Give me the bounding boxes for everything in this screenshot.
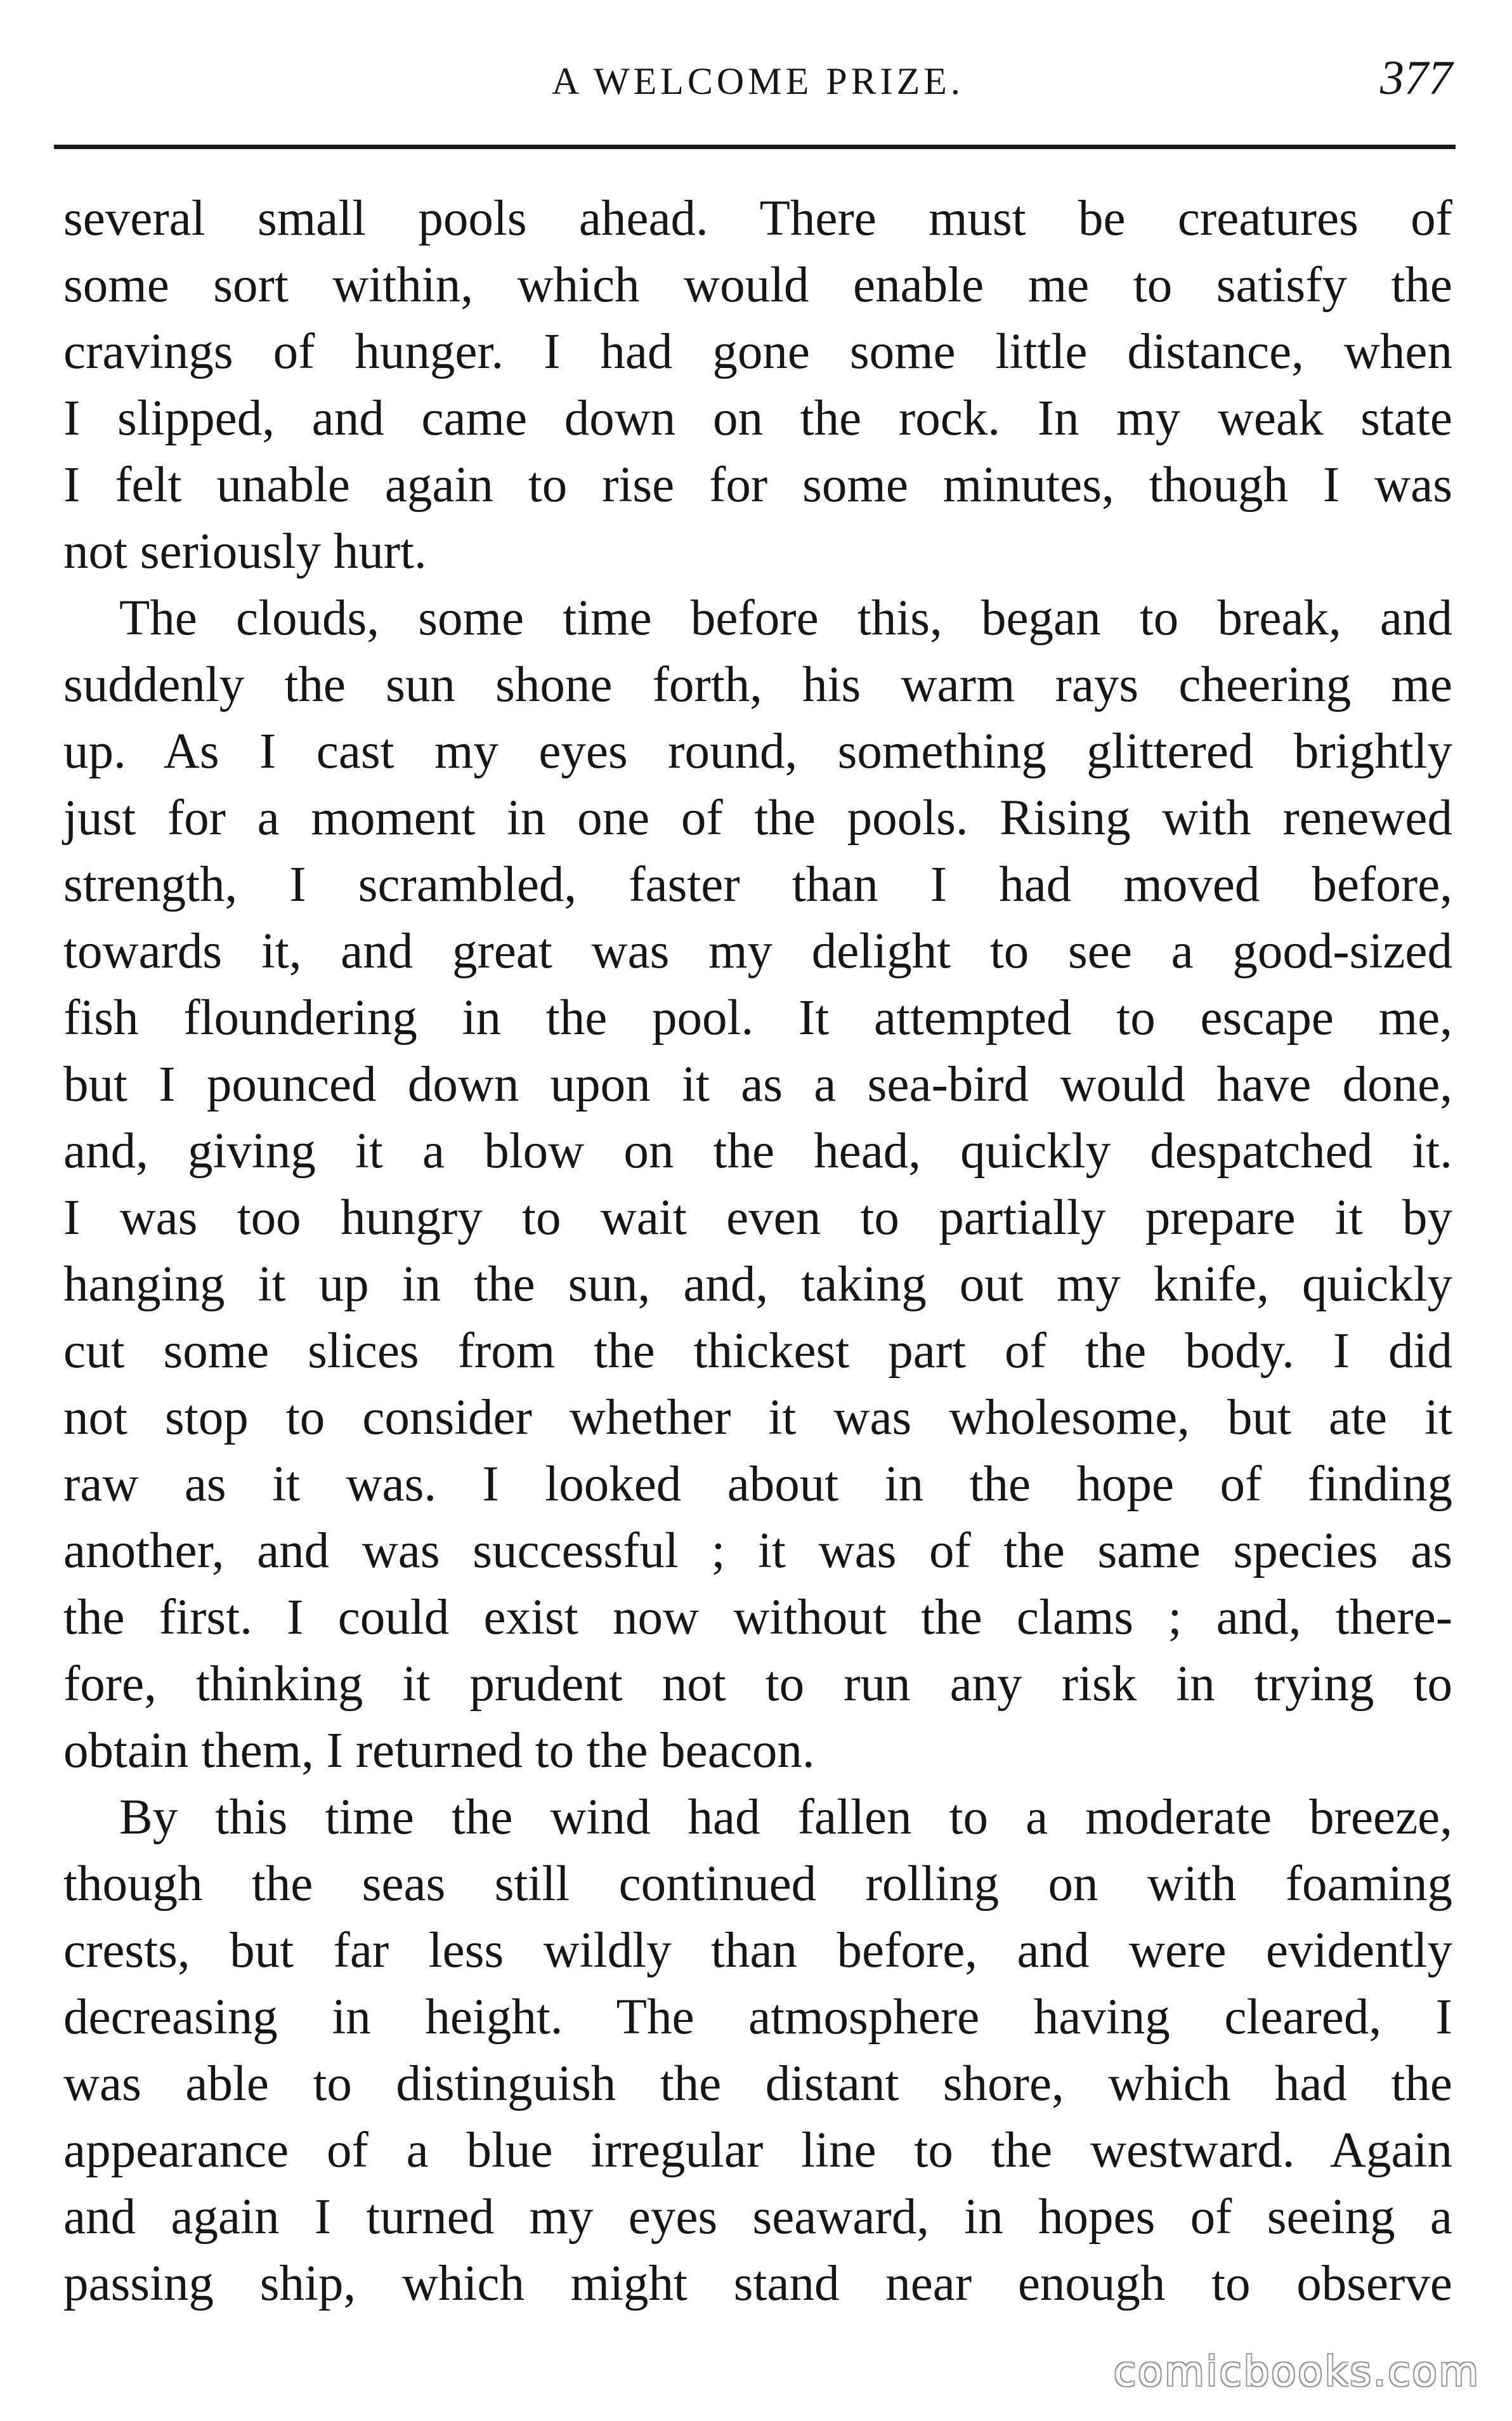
text-line: crests, but far less wildly than before, and were evidently (63, 1923, 1452, 1978)
text-line: just for a moment in one of the pools. Rising with renewed (63, 791, 1452, 846)
page-number: 377 (1380, 51, 1452, 105)
text-line: though the seas still continued rolling on with foaming (63, 1856, 1452, 1912)
text-line: By this time the wind had fallen to a moderate breeze, (119, 1790, 1452, 1845)
text-line: some sort within, which would enable me to satisfy the (63, 258, 1452, 313)
text-line: fish floundering in the pool. It attempted to escape me, (63, 990, 1452, 1046)
text-line: towards it, and great was my delight to see a good-sized (63, 924, 1452, 979)
text-line: but I pounced down upon it as a sea-bird would have done, (63, 1057, 1452, 1112)
text-line: decreasing in height. The atmosphere having cleared, I (63, 1990, 1452, 2045)
text-line: not seriously hurt. (63, 524, 427, 579)
text-line: the first. I could exist now without the clams ; and, there- (63, 1590, 1452, 1645)
text-line: not stop to consider whether it was wholesome, but ate it (63, 1390, 1452, 1445)
watermark: comicbooks.com (1113, 2349, 1480, 2396)
text-line: passing ship, which might stand near enough to observe (63, 2256, 1452, 2311)
text-line: I felt unable again to rise for some minutes, though I was (63, 457, 1452, 513)
text-line: The clouds, some time before this, began to break, and (119, 591, 1452, 646)
text-line: up. As I cast my eyes round, something glittered brightly (63, 724, 1452, 779)
text-line: cravings of hunger. I had gone some little distance, when (63, 324, 1452, 379)
running-head: A WELCOME PRIZE. (552, 60, 964, 102)
text-line: fore, thinking it prudent not to run any risk in trying to (63, 1657, 1452, 1712)
text-line: raw as it was. I looked about in the hope of finding (63, 1457, 1452, 1512)
text-line: I was too hungry to wait even to partially prepare it by (63, 1190, 1452, 1245)
text-line: suddenly the sun shone forth, his warm rays cheering me (63, 657, 1452, 712)
body-text (63, 185, 1452, 2317)
text-line: was able to distinguish the distant shore, which had the (63, 2056, 1452, 2111)
text-line: I slipped, and came down on the rock. In my weak state (63, 391, 1452, 446)
text-line: another, and was successful ; it was of the same species as (63, 1523, 1452, 1578)
text-line: and, giving it a blow on the head, quickly despatched it. (63, 1124, 1452, 1179)
text-line: several small pools ahead. There must be creatures of (63, 191, 1452, 246)
text-line: strength, I scrambled, faster than I had moved before, (63, 857, 1452, 912)
text-line: cut some slices from the thickest part of the body. I did (63, 1323, 1452, 1379)
text-line: hanging it up in the sun, and, taking out my knife, quickly (63, 1257, 1452, 1312)
page-header (63, 51, 1452, 121)
text-line: obtain them, I returned to the beacon. (63, 1723, 815, 1778)
text-line: and again I turned my eyes seaward, in hopes of seeing a (63, 2189, 1452, 2245)
header-rule (54, 145, 1456, 149)
text-line: appearance of a blue irregular line to the westward. Again (63, 2123, 1452, 2178)
